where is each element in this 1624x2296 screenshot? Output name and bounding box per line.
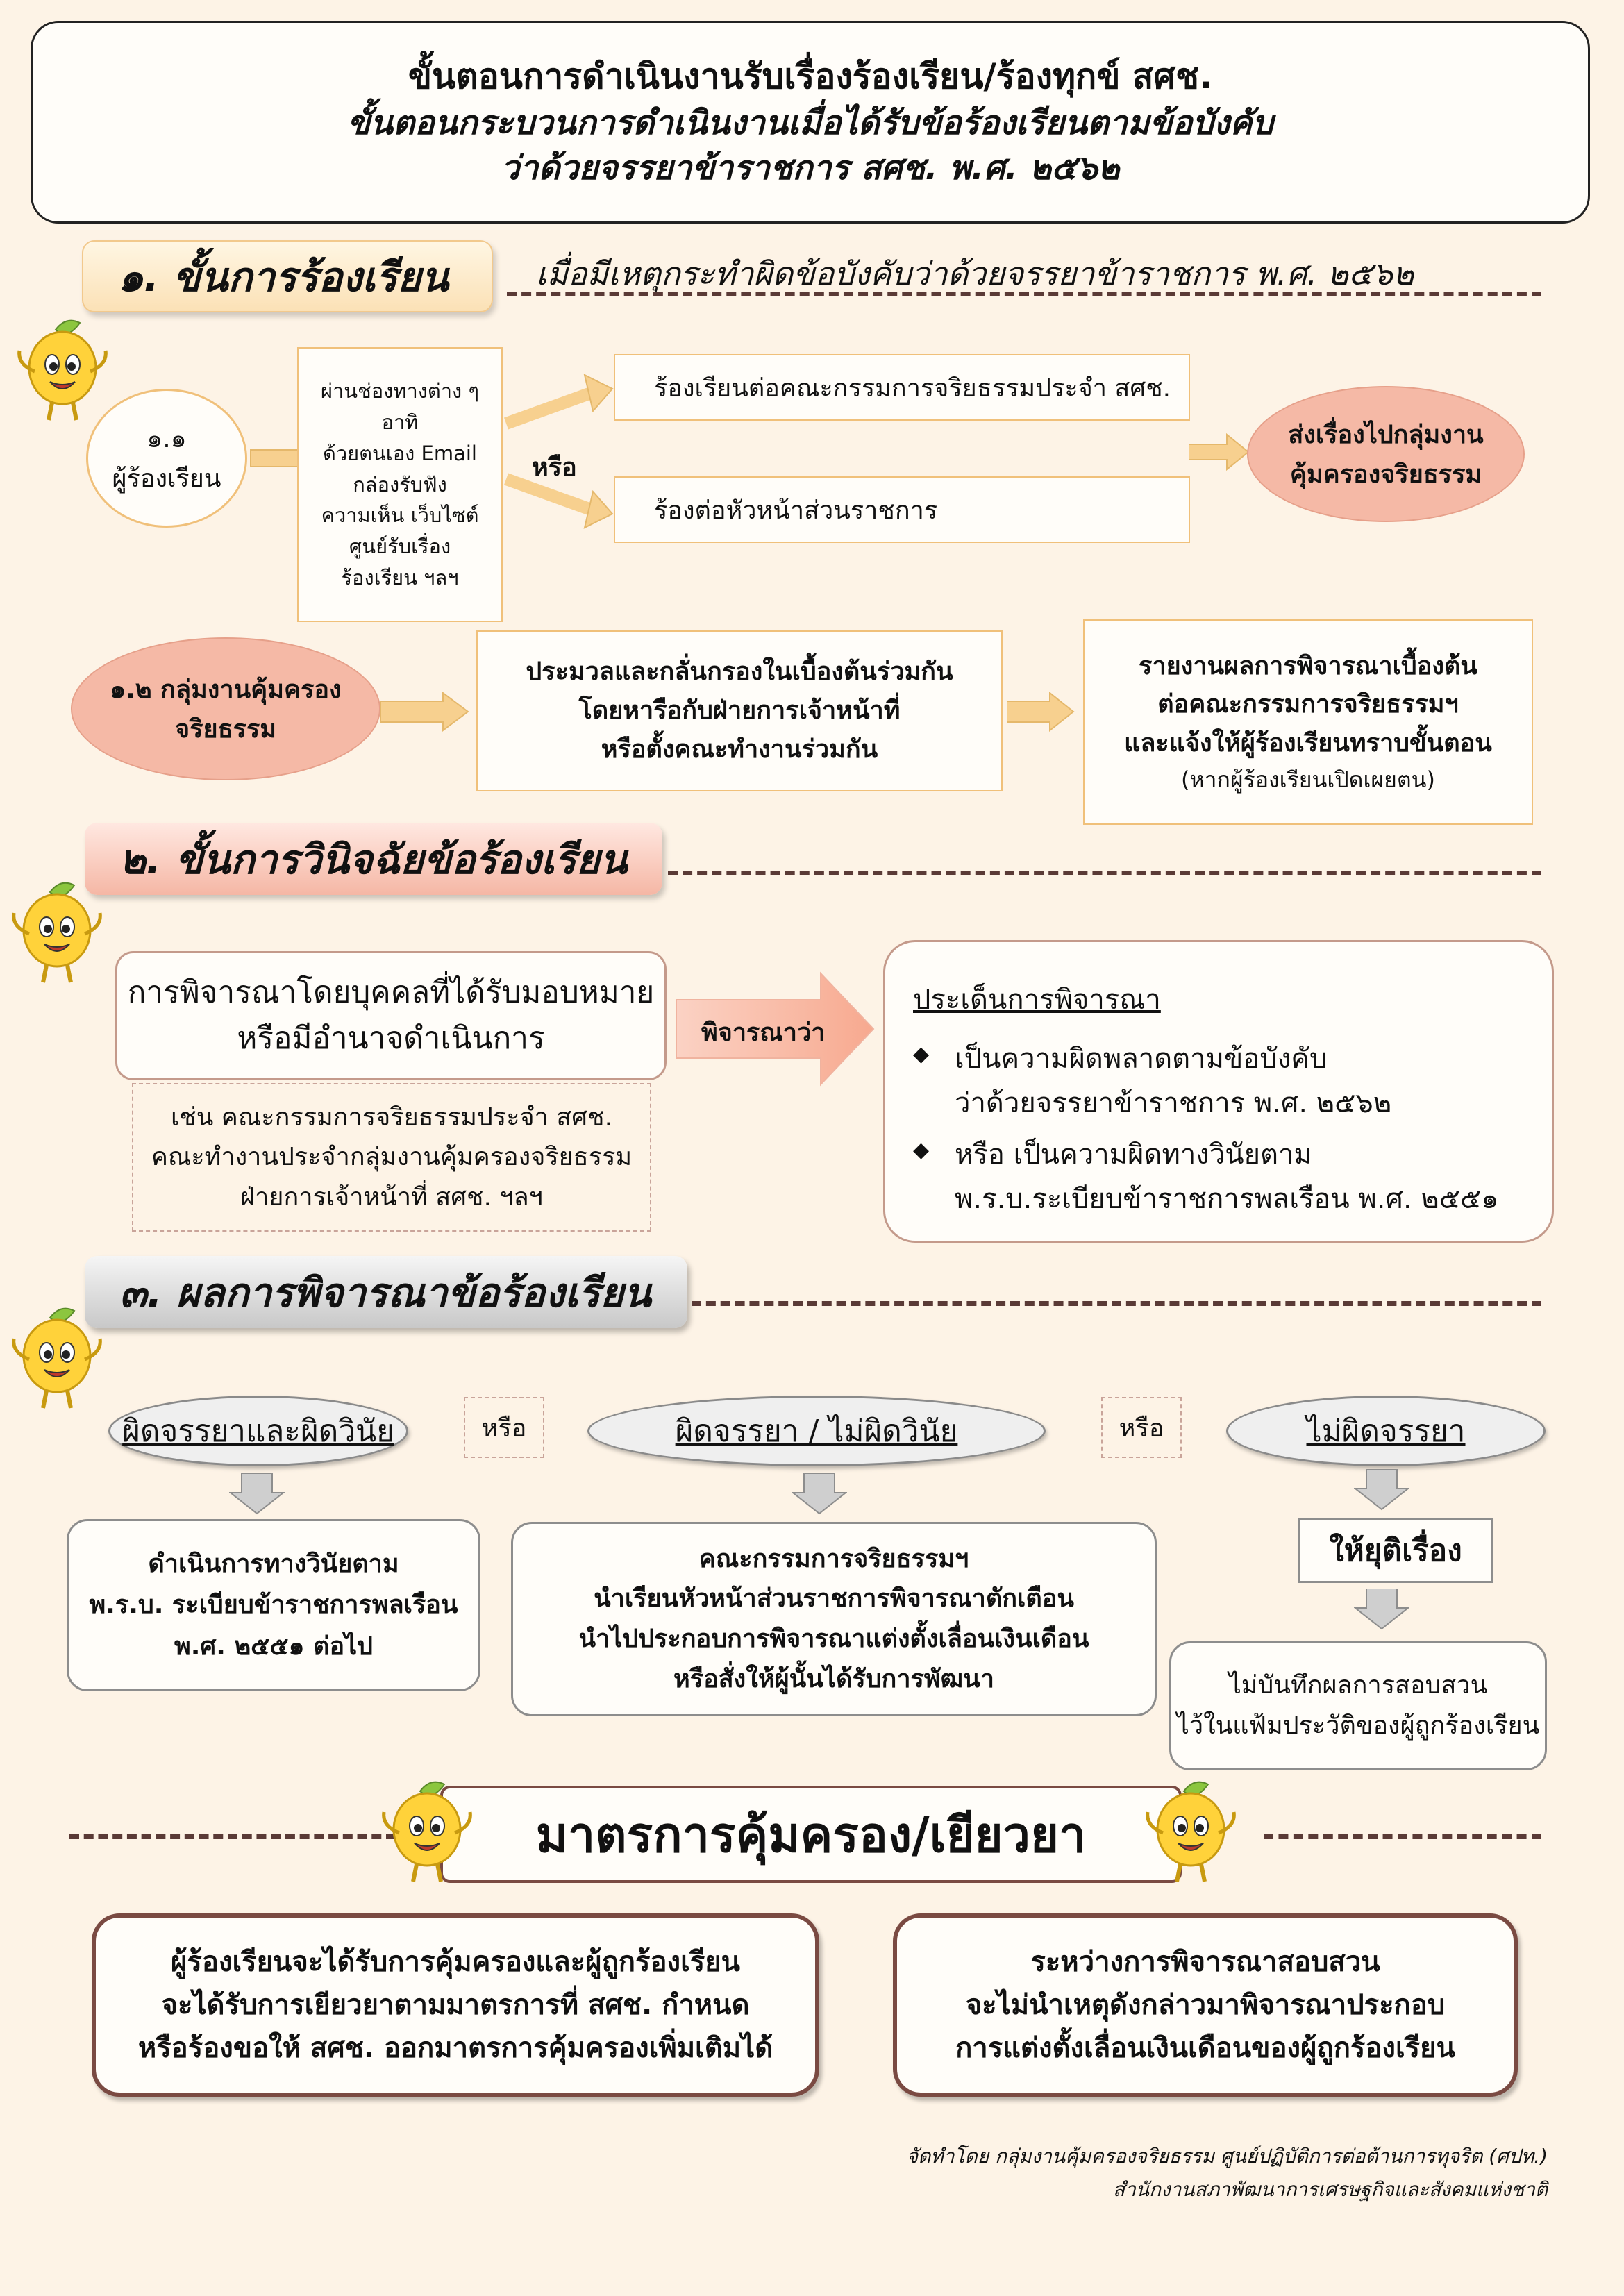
page-header (31, 21, 1590, 224)
diamond-bullet-icon: ◆ (913, 1042, 930, 1066)
screening-line: ประมวลและกลั่นกรองในเบื้องต้นร่วมกัน (526, 657, 953, 687)
lemon-mascot-icon (1139, 1777, 1243, 1888)
group-line: จริยธรรม (175, 715, 276, 744)
issue-line: ว่าด้วยจรรยาข้าราชการ พ.ศ. ๒๕๖๒ (955, 1087, 1392, 1119)
measures-right-box (893, 1913, 1518, 2097)
consider-box (115, 951, 667, 1080)
measure-line: ผู้ร้องเรียนจะได้รับการคุ้มครองและผู้ถูกร้องเรียน (170, 1946, 741, 1978)
issues-box (883, 940, 1554, 1243)
section2-divider (668, 871, 1541, 875)
report-box (1083, 619, 1533, 825)
header-title: ขั้นตอนการดำเนินงานรับเรื่องร้องเรียน/ร้องทุกข์ สศช. (408, 56, 1213, 97)
section3-divider (692, 1301, 1541, 1306)
section1-note: เมื่อมีเหตุกระทำผิดข้อบังคับว่าด้วยจรรยาข้าราชการ พ.ศ. ๒๕๖๒ (536, 255, 1414, 292)
diamond-bullet-icon: ◆ (913, 1138, 930, 1162)
example-line: ฝ่ายการเจ้าหน้าที่ สศช. ฯลฯ (240, 1182, 543, 1212)
example-line: คณะทำงานประจำกลุ่มงานคุ้มครองจริยธรรม (151, 1143, 633, 1172)
action-line: พ.ศ. ๒๕๕๑ ต่อไป (174, 1632, 374, 1661)
section2-tab: ๒. ขั้นการวินิจฉัยข้อร้องเรียน (85, 823, 662, 895)
arrow-label: พิจารณาว่า (701, 1019, 826, 1047)
result-ethics-only-oval: ผิดจรรยา / ไม่ผิดวินัย (587, 1396, 1046, 1466)
footer-credit: จัดทำโดย กลุ่มงานคุ้มครองจริยธรรม ศูนย์ปฏิบัติการต่อต้านการทุจริต (ศปท.) (906, 2145, 1548, 2168)
result-none-oval: ไม่ผิดจรรยา (1226, 1396, 1546, 1466)
screening-line: หรือตั้งคณะทำงานร่วมกัน (601, 735, 878, 764)
measure-line: ระหว่างการพิจารณาสอบสวน (1030, 1946, 1380, 1978)
send-line: คุ้มครองจริยธรรม (1289, 460, 1482, 489)
action-line: นำไปประกอบการพิจารณาแต่งตั้งเลื่อนเงินเดือน (578, 1625, 1089, 1653)
down-arrow-icon (792, 1473, 847, 1515)
consider-line: หรือมีอำนาจดำเนินการ (237, 1021, 545, 1056)
group-line: ๑.๒ กลุ่มงานคุ้มครอง (110, 676, 342, 704)
or-label: หรือ (1101, 1397, 1182, 1458)
complainant-number: ๑.๑ (147, 425, 187, 453)
target-head-box: ร้องต่อหัวหน้าส่วนราชการ (614, 476, 1190, 543)
report-line: รายงานผลการพิจารณาเบื้องต้น (1139, 651, 1477, 680)
right-arrow-icon (1189, 432, 1250, 472)
action-committee-box (511, 1522, 1157, 1716)
screening-line: โดยหารือกับฝ่ายการเจ้าหน้าที่ (578, 696, 901, 726)
right-arrow-icon (250, 443, 299, 474)
down-arrow-icon (1354, 1589, 1409, 1630)
complainant-label: ผู้ร้องเรียน (112, 464, 221, 493)
header-subtitle-2: ว่าด้วยจรรยาข้าราชการ สศช. พ.ศ. ๒๕๖๒ (501, 148, 1120, 187)
no-record-box (1169, 1641, 1547, 1770)
report-line: ต่อคณะกรรมการจริยธรรมฯ (1157, 690, 1459, 719)
issue-line: พ.ร.บ.ระเบียบข้าราชการพลเรือน พ.ศ. ๒๕๕๑ (955, 1183, 1499, 1215)
measure-line: หรือร้องขอให้ สศช. ออกมาตรการคุ้มครองเพิ่มเติมได้ (137, 2032, 773, 2064)
or-label: หรือ (464, 1397, 544, 1458)
lemon-mascot-icon (8, 878, 106, 989)
header-subtitle: ขั้นตอนกระบวนการดำเนินงานเมื่อได้รับข้อร้องเรียนตามข้อบังคับ (347, 103, 1273, 142)
complainant-circle (86, 389, 247, 528)
action-line: นำเรียนหัวหน้าส่วนราชการพิจารณาตักเตือน (594, 1584, 1074, 1614)
channels-box (297, 347, 503, 622)
channel-line: ด้วยตนเอง Email (323, 441, 477, 465)
issue-item (913, 1132, 1552, 1221)
result-both-oval: ผิดจรรยาและผิดวินัย (108, 1396, 408, 1466)
no-record-line: ไม่บันทึกผลการสอบสวน (1228, 1671, 1488, 1700)
footer-org: สำนักงานสภาพัฒนาการเศรษฐกิจและสังคมแห่งชาติ (1113, 2178, 1548, 2201)
screening-box (476, 630, 1003, 791)
lemon-mascot-icon (8, 1304, 106, 1415)
send-line: ส่งเรื่องไปกลุ่มงาน (1288, 421, 1484, 449)
measure-line: จะได้รับการเยียวยาตามมาตรการที่ สศช. กำหนด (161, 1989, 750, 2021)
measures-divider-right (1264, 1834, 1541, 1839)
action-line: พ.ร.บ. ระเบียบข้าราชการพลเรือน (89, 1591, 458, 1620)
action-line: คณะกรรมการจริยธรรมฯ (698, 1544, 969, 1573)
measures-divider-left (69, 1834, 396, 1839)
issues-title: ประเด็นการพิจารณา (913, 984, 1161, 1016)
report-line: และแจ้งให้ผู้ร้องเรียนทราบขั้นตอน (1124, 729, 1492, 758)
ethics-group-oval (71, 637, 380, 780)
measures-title: มาตรการคุ้มครอง/เยียวยา (440, 1786, 1182, 1883)
down-arrow-icon (1354, 1469, 1409, 1511)
lemon-mascot-icon (14, 316, 111, 427)
lemon-mascot-icon (375, 1777, 479, 1888)
right-arrow-icon (380, 692, 471, 732)
or-label: หรือ (532, 453, 577, 482)
issue-line: หรือ เป็นความผิดทางวินัยตาม (955, 1139, 1312, 1171)
example-line: เช่น คณะกรรมการจริยธรรมประจำ สศช. (170, 1103, 613, 1132)
channel-line: ร้องเรียน ฯลฯ (341, 566, 459, 590)
section1-divider (507, 292, 1541, 296)
section1-tab: ๑. ขั้นการร้องเรียน (82, 240, 493, 312)
section3-tab: ๓. ผลการพิจารณาข้อร้องเรียน (85, 1256, 687, 1328)
channel-line: อาทิ (381, 410, 419, 434)
stop-box: ให้ยุติเรื่อง (1298, 1518, 1493, 1583)
measures-left-box (92, 1913, 819, 2097)
examples-box (132, 1083, 651, 1232)
channel-line: ศูนย์รับเรื่อง (349, 535, 451, 559)
target-committee-box: ร้องเรียนต่อคณะกรรมการจริยธรรมประจำ สศช. (614, 354, 1190, 421)
report-note: (หากผู้ร้องเรียนเปิดเผยตน) (1180, 766, 1436, 793)
channel-line: ความเห็น เว็บไซต์ (321, 503, 479, 528)
channel-line: ผ่านช่องทางต่าง ๆ (321, 378, 479, 403)
consider-line: การพิจารณาโดยบุคคลที่ได้รับมอบหมาย (127, 975, 655, 1010)
measure-line: จะไม่นำเหตุดังกล่าวมาพิจารณาประกอบ (965, 1989, 1446, 2021)
channel-line: กล่องรับฟัง (353, 472, 447, 496)
send-to-group-oval (1247, 386, 1525, 522)
action-line: หรือสั่งให้ผู้นั้นได้รับการพัฒนา (673, 1664, 994, 1693)
measure-line: การแต่งตั้งเลื่อนเงินเดือนของผู้ถูกร้องเรียน (955, 2032, 1455, 2064)
issue-line: เป็นความผิดพลาดตามข้อบังคับ (955, 1043, 1328, 1075)
no-record-line: ไว้ในแฟ้มประวัติของผู้ถูกร้องเรียน (1176, 1711, 1540, 1740)
action-line: ดำเนินการทางวินัยตาม (148, 1549, 399, 1578)
issue-item (913, 1037, 1552, 1125)
action-discipline-box (67, 1519, 480, 1691)
down-arrow-icon (229, 1473, 285, 1515)
right-arrow-icon (1007, 692, 1076, 732)
